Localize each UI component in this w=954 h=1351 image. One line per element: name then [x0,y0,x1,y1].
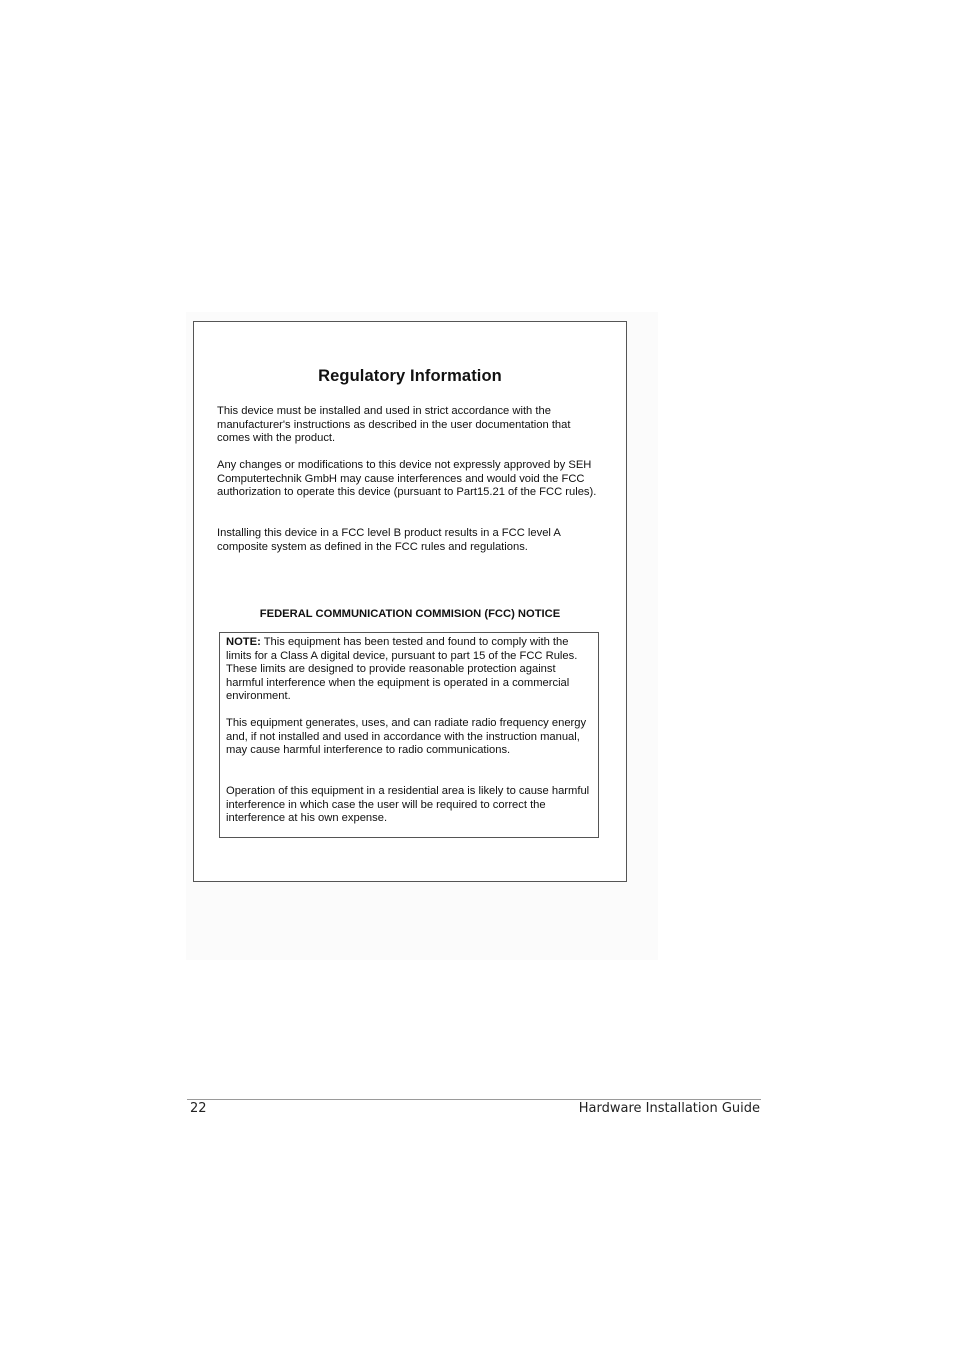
fcc-notice-box [219,632,599,838]
note-label: NOTE: [226,636,261,648]
fcc-note-paragraph [226,636,592,704]
regulatory-paragraph-2: Any changes or modifications to this device not expressly approved by SEH Computertechnik GmbH may cause interferences and would void the FCC authorization to operate this device (pursuant to Part15.21 of the FCC rules). [217,459,597,499]
regulatory-information-box [193,321,627,882]
fcc-notice-heading: FEDERAL COMMUNICATION COMMISION (FCC) NOTICE [259,608,561,620]
fcc-paragraph-3: Operation of this equipment in a residential area is likely to cause harmful interference in which case the user will be required to correct the interference at his own expense. [226,785,590,825]
page-number: 22 [190,1101,207,1116]
regulatory-paragraph-3: Installing this device in a FCC level B product results in a FCC level A composite system as defined in the FCC rules and regulations. [217,527,561,553]
note-text: This equipment has been tested and found to comply with the limits for a Class A digital device, pursuant to part 15 of the FCC Rules. These limits are designed to provide reasonable protection against harmful interference when the equipment is operated in a commercial environment. [226,636,578,703]
footer-guide-title: Hardware Installation Guide [578,1101,760,1116]
regulatory-paragraph-1: This device must be installed and used in strict accordance with the manufacturer's instructions as described in the user documentation that comes with the product. [217,405,571,445]
footer-divider [187,1099,761,1100]
regulatory-title: Regulatory Information [318,367,502,385]
fcc-paragraph-2: This equipment generates, uses, and can radiate radio frequency energy and, if not installed and used in accordance with the instruction manual, may cause harmful interference to radio communications. [226,717,587,757]
